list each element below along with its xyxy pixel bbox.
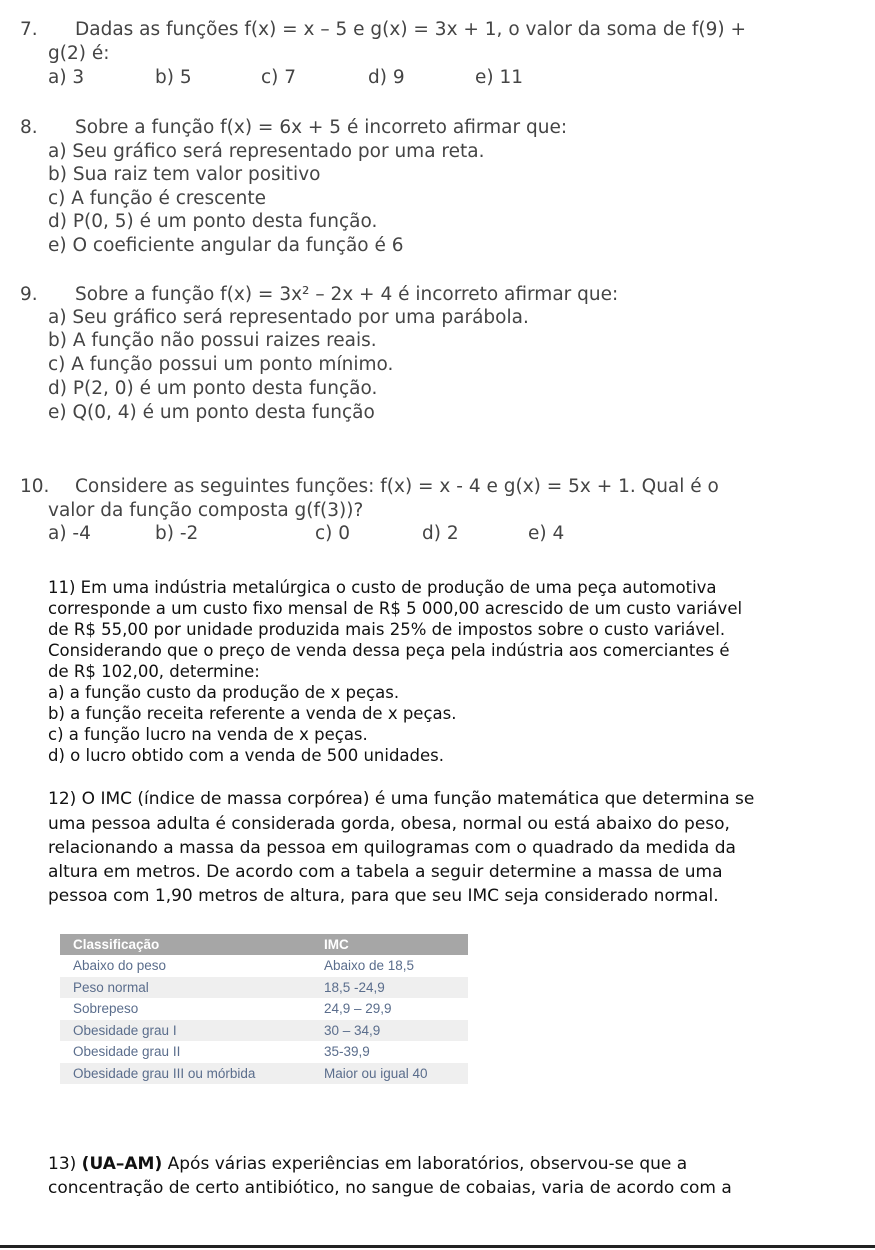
- question-text-rest: Após várias experiências em laboratórios, observou-se que a: [162, 1154, 688, 1174]
- option-d: d) P(0, 5) é um ponto desta função.: [48, 211, 378, 232]
- option-b: b) Sua raiz tem valor positivo: [48, 164, 321, 185]
- question-text: Dadas as funções f(x) = x – 5 e g(x) = 3x + 1, o valor da soma de f(9) +: [75, 19, 747, 40]
- option-e: e) 4: [528, 523, 565, 544]
- sub-item-b: b) a função receita referente a venda de x peças.: [48, 704, 457, 723]
- option-b: b) 5: [155, 67, 192, 88]
- option-a: a) 3: [48, 67, 85, 88]
- question-text: pessoa com 1,90 metros de altura, para que seu IMC seja considerado normal.: [48, 886, 719, 906]
- table-cell: Sobrepeso: [73, 1001, 139, 1017]
- option-a: a) -4: [48, 523, 91, 544]
- question-text: relacionando a massa da pessoa em quilogramas com o quadrado da medida da: [48, 838, 736, 858]
- question-number: 10.: [20, 476, 50, 497]
- question-text: altura em metros. De acordo com a tabela a seguir determine a massa de uma: [48, 862, 723, 882]
- question-text: 12) O IMC (índice de massa corpórea) é uma função matemática que determina se: [48, 789, 755, 809]
- question-text: valor da função composta g(f(3))?: [48, 500, 364, 521]
- question-text: de R$ 102,00, determine:: [48, 662, 260, 681]
- table-header: Classificação: [60, 934, 311, 955]
- sub-item-a: a) a função custo da produção de x peças.: [48, 683, 400, 702]
- option-e: e) O coeficiente angular da função é 6: [48, 235, 404, 256]
- option-d: d) 2: [422, 523, 459, 544]
- table-cell: Abaixo do peso: [73, 958, 167, 974]
- option-a: a) Seu gráfico será representado por uma reta.: [48, 141, 485, 162]
- question-text: Considere as seguintes funções: f(x) = x - 4 e g(x) = 5x + 1. Qual é o: [75, 476, 719, 497]
- table-header: IMC: [311, 934, 468, 955]
- option-c: c) 0: [315, 523, 351, 544]
- option-d: d) 9: [368, 67, 405, 88]
- question-text: Sobre a função f(x) = 3x² – 2x + 4 é incorreto afirmar que:: [75, 284, 619, 305]
- table-cell: 18,5 -24,9: [311, 977, 468, 999]
- table-cell: Obesidade grau I: [60, 1020, 311, 1042]
- option-c: c) 7: [261, 67, 297, 88]
- option-e: e) Q(0, 4) é um ponto desta função: [48, 402, 375, 423]
- question-source: (UA–AM): [81, 1154, 163, 1174]
- table-row: [60, 977, 468, 999]
- question-text: uma pessoa adulta é considerada gorda, obesa, normal ou está abaixo do peso,: [48, 814, 730, 834]
- question-text: concentração de certo antibiótico, no sangue de cobaias, varia de acordo com a: [48, 1178, 732, 1198]
- table-row: [60, 1020, 468, 1042]
- table-cell: 24,9 – 29,9: [324, 1001, 392, 1017]
- table-cell: 35-39,9: [324, 1044, 370, 1060]
- question-text: de R$ 55,00 por unidade produzida mais 25% de impostos sobre o custo variável.: [48, 620, 726, 639]
- option-c: c) A função possui um ponto mínimo.: [48, 354, 394, 375]
- sub-item-d: d) o lucro obtido com a venda de 500 unidades.: [48, 746, 445, 765]
- table-row: [60, 955, 468, 977]
- table-row: [60, 1041, 468, 1063]
- page-bottom-border: [0, 1245, 875, 1248]
- question-text: 11) Em uma indústria metalúrgica o custo de produção de uma peça automotiva: [48, 578, 717, 597]
- question-text: g(2) é:: [48, 43, 110, 64]
- table-cell: Obesidade grau III ou mórbida: [60, 1063, 311, 1085]
- option-b: b) A função não possui raizes reais.: [48, 330, 377, 351]
- question-number: 9.: [20, 284, 38, 305]
- question-prefix: 13): [48, 1154, 82, 1174]
- option-a: a) Seu gráfico será representado por uma parábola.: [48, 307, 529, 328]
- table-cell: Obesidade grau II: [73, 1044, 181, 1060]
- table-row: [60, 1063, 468, 1085]
- table-cell: 30 – 34,9: [311, 1020, 468, 1042]
- option-e: e) 11: [475, 67, 524, 88]
- table-cell: Maior ou igual 40: [311, 1063, 468, 1085]
- question-text: Considerando que o preço de venda dessa peça pela indústria aos comerciantes é: [48, 641, 730, 660]
- option-b: b) -2: [155, 523, 199, 544]
- table-cell: Abaixo de 18,5: [324, 958, 415, 974]
- table-header-row: [60, 934, 468, 955]
- option-c: c) A função é crescente: [48, 188, 267, 209]
- question-text: corresponde a um custo fixo mensal de R$ 5 000,00 acrescido de um custo variável: [48, 599, 743, 618]
- question-number: 7.: [20, 19, 38, 40]
- sub-item-c: c) a função lucro na venda de x peças.: [48, 725, 368, 744]
- question-number: 8.: [20, 117, 38, 138]
- question-text: Sobre a função f(x) = 6x + 5 é incorreto afirmar que:: [75, 117, 568, 138]
- imc-table: [60, 934, 468, 1084]
- table-cell: Peso normal: [60, 977, 311, 999]
- question-text: [48, 1152, 687, 1176]
- option-d: d) P(2, 0) é um ponto desta função.: [48, 378, 378, 399]
- table-row: [60, 998, 468, 1020]
